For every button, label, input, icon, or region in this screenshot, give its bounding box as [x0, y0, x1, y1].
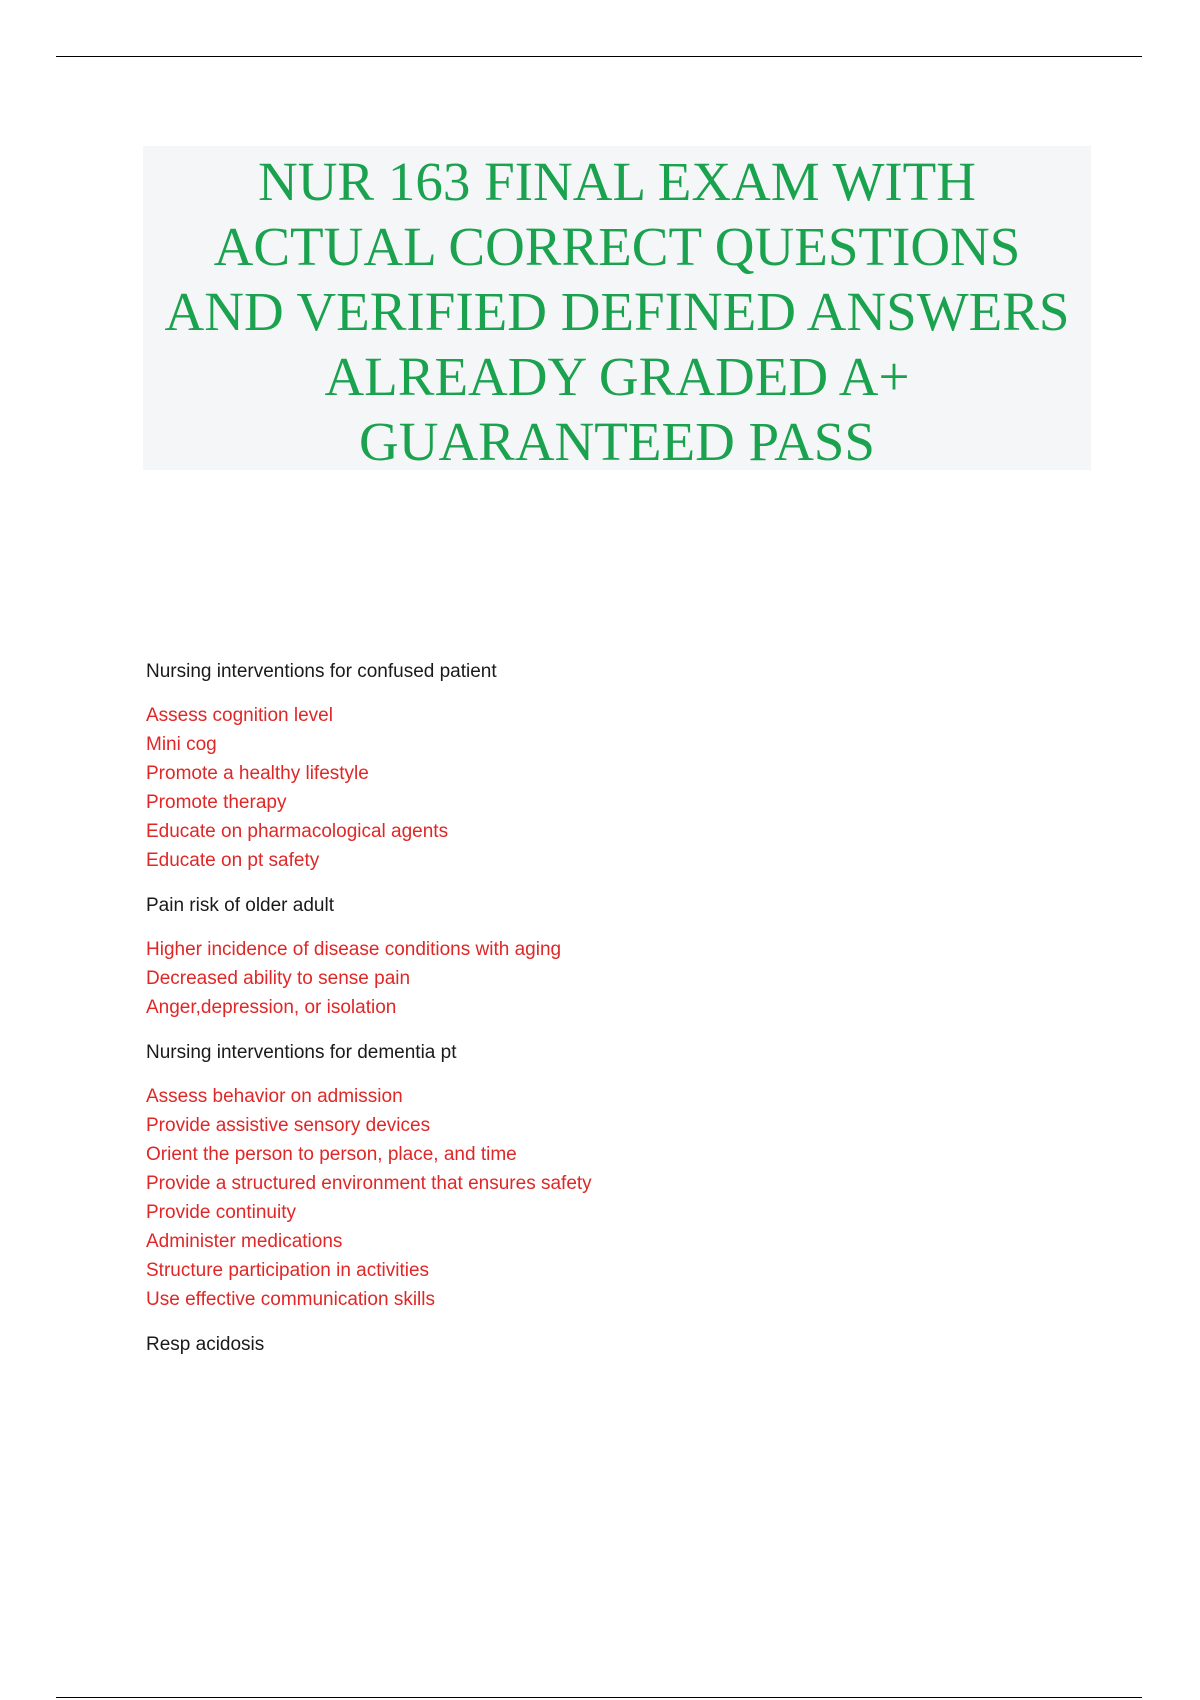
title-line-4: ALREADY GRADED A+ [324, 346, 910, 407]
question-text: Resp acidosis [146, 1334, 265, 1355]
question-text: Pain risk of older adult [146, 895, 334, 916]
answer-item: Educate on pt safety [146, 850, 320, 871]
answer-list [146, 701, 1046, 875]
answer-item: Administer medications [146, 1231, 343, 1252]
answer-item: Educate on pharmacological agents [146, 821, 449, 842]
document-title-block [143, 146, 1091, 470]
answer-item: Assess cognition level [146, 705, 333, 726]
title-line-2: ACTUAL CORRECT QUESTIONS [213, 216, 1021, 277]
footer-rule [56, 1697, 1142, 1698]
answer-item: Decreased ability to sense pain [146, 968, 411, 989]
qa-section-confused-patient [146, 657, 1046, 875]
header-rule [56, 56, 1142, 57]
answer-item: Assess behavior on admission [146, 1086, 403, 1107]
qa-section-pain-risk [146, 891, 1046, 1022]
answer-item: Provide assistive sensory devices [146, 1115, 431, 1136]
title-line-3: AND VERIFIED DEFINED ANSWERS [164, 281, 1070, 342]
title-line-1: NUR 163 FINAL EXAM WITH [257, 151, 976, 212]
answer-list [146, 935, 1046, 1022]
answer-item: Anger,depression, or isolation [146, 997, 397, 1018]
answer-item: Orient the person to person, place, and time [146, 1144, 517, 1165]
question-text: Nursing interventions for confused patient [146, 661, 497, 682]
answer-item: Provide a structured environment that ensures safety [146, 1173, 592, 1194]
question-text: Nursing interventions for dementia pt [146, 1042, 457, 1063]
answer-item: Higher incidence of disease conditions with aging [146, 939, 562, 960]
answer-item: Provide continuity [146, 1202, 296, 1223]
qa-section-resp-acidosis [146, 1330, 1046, 1359]
answer-item: Promote therapy [146, 792, 287, 813]
answer-list [146, 1082, 1046, 1314]
answer-item: Mini cog [146, 734, 217, 755]
answer-item: Use effective communication skills [146, 1289, 435, 1310]
answer-item: Promote a healthy lifestyle [146, 763, 369, 784]
answer-item: Structure participation in activities [146, 1260, 430, 1281]
title-line-5: GUARANTEED PASS [359, 411, 875, 472]
qa-content [146, 657, 1046, 1374]
qa-section-dementia [146, 1038, 1046, 1314]
